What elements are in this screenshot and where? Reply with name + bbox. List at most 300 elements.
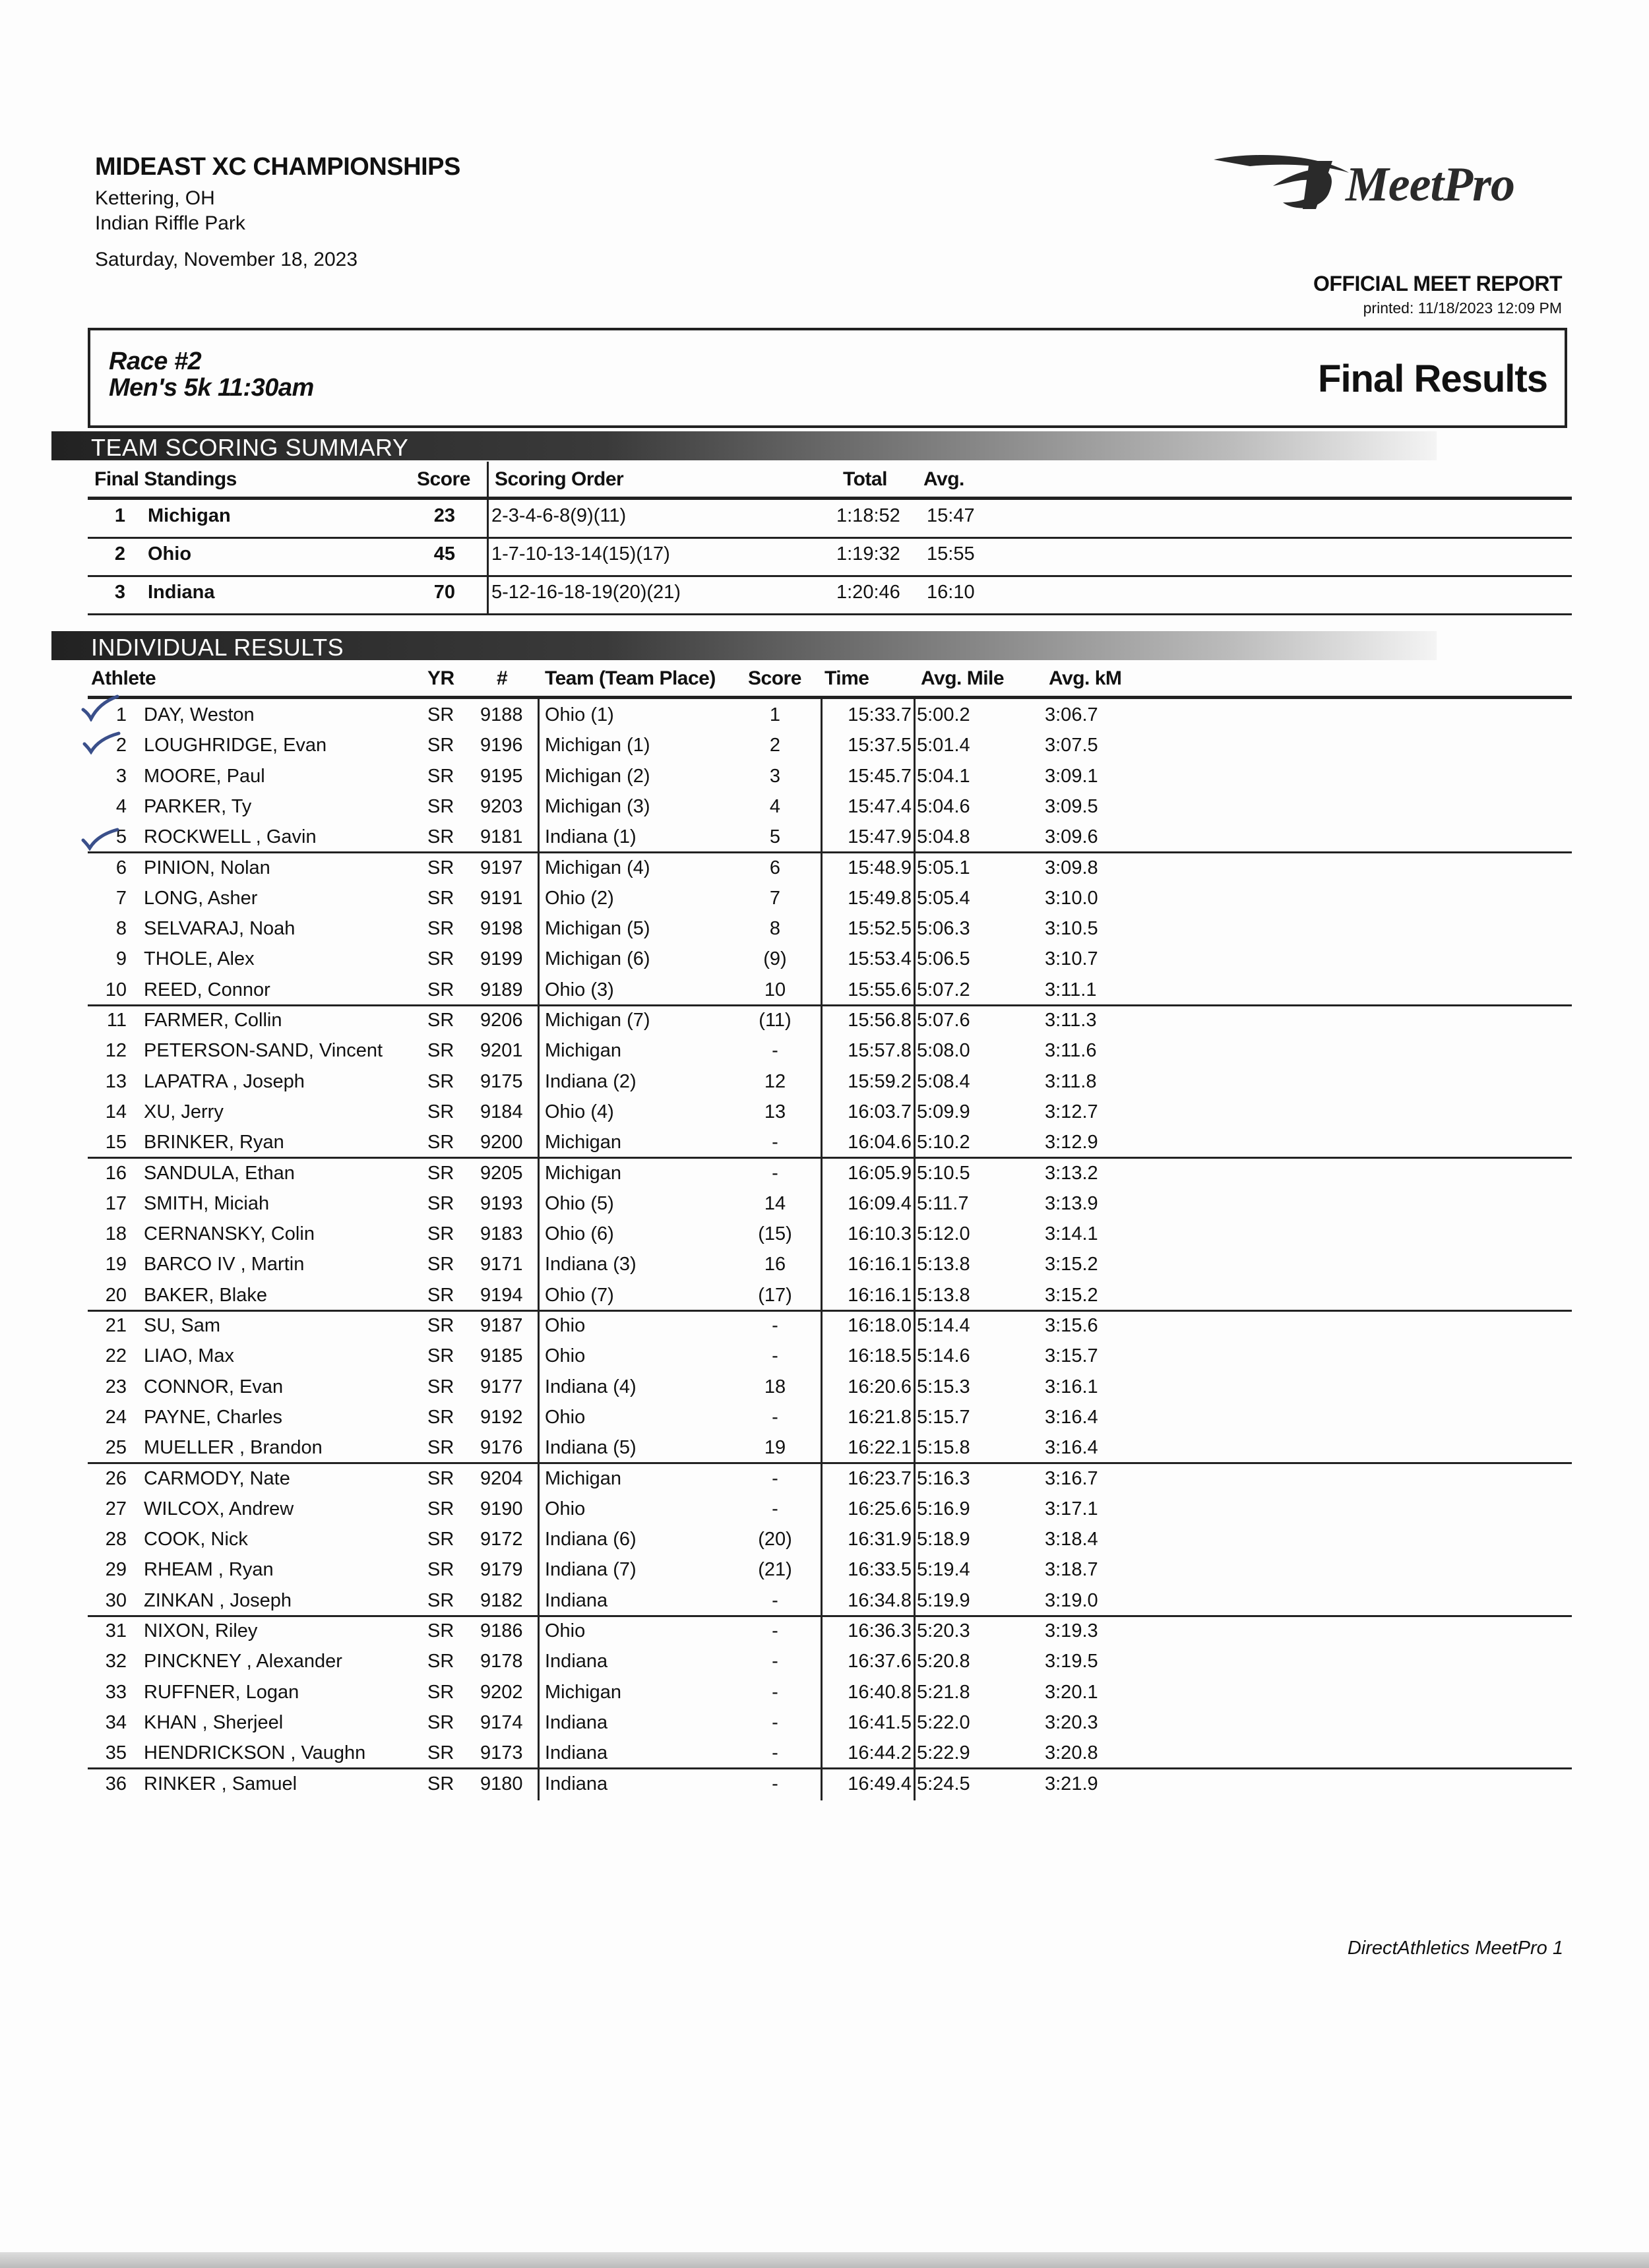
col-year: YR: [427, 667, 454, 689]
athlete-name: THOLE, Alex: [144, 948, 255, 969]
footer-credit: DirectAthletics MeetPro 1: [1347, 1938, 1563, 1959]
athlete-year: SR: [427, 888, 454, 909]
athlete-bib: 9175: [480, 1071, 523, 1092]
athlete-avg-km: 3:16.7: [1045, 1468, 1098, 1489]
athlete-avg-mile: 5:05.4: [917, 888, 970, 909]
athlete-bib: 9187: [480, 1315, 523, 1336]
athlete-avg-km: 3:10.0: [1045, 888, 1098, 909]
athlete-score: -: [772, 1742, 778, 1763]
team-avg-time: 15:47: [927, 505, 975, 526]
athlete-avg-km: 3:19.5: [1045, 1651, 1098, 1672]
col-avg-mile: Avg. Mile: [921, 667, 1005, 689]
scoring-order: 2-3-4-6-8(9)(11): [491, 505, 627, 526]
athlete-place: 16: [105, 1163, 127, 1184]
athlete-name: NIXON, Riley: [144, 1620, 258, 1641]
athlete-place: 26: [105, 1468, 127, 1489]
athlete-place: 2: [115, 735, 127, 756]
athlete-time: 16:25.6: [848, 1498, 912, 1519]
athlete-bib: 9181: [480, 826, 523, 847]
athlete-name: PINCKNEY , Alexander: [144, 1651, 342, 1672]
athlete-place: 29: [105, 1559, 127, 1580]
athlete-place: 35: [105, 1742, 127, 1763]
athlete-year: SR: [427, 704, 454, 725]
athlete-avg-km: 3:19.0: [1045, 1590, 1098, 1611]
athlete-name: COOK, Nick: [144, 1529, 248, 1550]
athlete-place: 18: [105, 1223, 127, 1244]
athlete-bib: 9173: [480, 1742, 523, 1763]
athlete-place: 15: [105, 1132, 127, 1153]
athlete-score: -: [772, 1620, 778, 1641]
team-avg-time: 15:55: [927, 543, 975, 565]
athlete-time: 15:47.4: [848, 796, 912, 817]
athlete-name: FARMER, Collin: [144, 1010, 282, 1031]
col-athlete: Athlete: [91, 667, 156, 689]
athlete-avg-km: 3:11.6: [1045, 1040, 1097, 1061]
athlete-time: 16:20.6: [848, 1376, 912, 1397]
athlete-time: 15:37.5: [848, 735, 912, 756]
meet-name: MIDEAST XC CHAMPIONSHIPS: [95, 153, 460, 181]
athlete-team: Michigan: [545, 1682, 622, 1703]
athlete-name: WILCOX, Andrew: [144, 1498, 294, 1519]
athlete-time: 15:49.8: [848, 888, 912, 909]
athlete-team: Ohio: [545, 1315, 586, 1336]
athlete-avg-mile: 5:00.2: [917, 704, 970, 725]
athlete-bib: 9182: [480, 1590, 523, 1611]
athlete-time: 15:45.7: [848, 766, 912, 787]
divider: [88, 497, 1572, 500]
athlete-avg-km: 3:09.1: [1045, 766, 1098, 787]
athlete-score: 14: [764, 1193, 786, 1214]
athlete-team: Indiana (2): [545, 1071, 637, 1092]
athlete-year: SR: [427, 1773, 454, 1794]
report-title: OFFICIAL MEET REPORT: [1313, 272, 1562, 295]
athlete-bib: 9205: [480, 1163, 523, 1184]
athlete-avg-mile: 5:20.3: [917, 1620, 970, 1641]
group-divider: [88, 1462, 1572, 1464]
athlete-bib: 9195: [480, 766, 523, 787]
athlete-year: SR: [427, 1345, 454, 1366]
athlete-name: LIAO, Max: [144, 1345, 234, 1366]
athlete-team: Ohio (4): [545, 1101, 614, 1122]
athlete-year: SR: [427, 1712, 454, 1733]
athlete-place: 25: [105, 1437, 127, 1458]
athlete-year: SR: [427, 1285, 454, 1306]
athlete-team: Ohio (6): [545, 1223, 614, 1244]
athlete-bib: 9176: [480, 1437, 523, 1458]
athlete-place: 36: [105, 1773, 127, 1794]
athlete-place: 6: [115, 857, 127, 878]
athlete-score: (11): [759, 1010, 792, 1031]
athlete-score: -: [772, 1345, 778, 1366]
athlete-score: -: [772, 1651, 778, 1672]
athlete-time: 16:31.9: [848, 1529, 912, 1550]
athlete-score: -: [772, 1468, 778, 1489]
athlete-score: 1: [769, 704, 781, 725]
athlete-bib: 9179: [480, 1559, 523, 1580]
athlete-year: SR: [427, 735, 454, 756]
athlete-avg-mile: 5:10.2: [917, 1132, 970, 1153]
athlete-avg-km: 3:16.4: [1045, 1437, 1098, 1458]
athlete-score: 19: [764, 1437, 786, 1458]
athlete-team: Ohio (5): [545, 1193, 614, 1214]
athlete-place: 11: [106, 1010, 127, 1031]
athlete-team: Michigan (4): [545, 857, 650, 878]
athlete-time: 15:47.9: [848, 826, 912, 847]
athlete-avg-mile: 5:04.1: [917, 766, 970, 787]
athlete-score: 4: [769, 796, 781, 817]
athlete-avg-mile: 5:22.9: [917, 1742, 970, 1763]
athlete-place: 4: [115, 796, 127, 817]
athlete-score: 18: [764, 1376, 786, 1397]
athlete-team: Michigan: [545, 1163, 622, 1184]
athlete-year: SR: [427, 1559, 454, 1580]
athlete-avg-km: 3:12.7: [1045, 1101, 1098, 1122]
athlete-score: (20): [758, 1529, 792, 1550]
athlete-team: Michigan (2): [545, 766, 650, 787]
athlete-avg-km: 3:11.3: [1045, 1010, 1097, 1031]
athlete-year: SR: [427, 1498, 454, 1519]
athlete-team: Michigan: [545, 1132, 622, 1153]
athlete-bib: 9174: [480, 1712, 523, 1733]
team-score: 45: [433, 543, 455, 565]
athlete-place: 22: [105, 1345, 127, 1366]
col-final-standings: Final Standings: [94, 468, 237, 490]
athlete-score: 2: [769, 735, 781, 756]
team-name: Michigan: [148, 505, 231, 526]
athlete-year: SR: [427, 1742, 454, 1763]
athlete-avg-mile: 5:13.8: [917, 1285, 970, 1306]
race-name: Men's 5k 11:30am: [109, 374, 314, 402]
athlete-name: PAYNE, Charles: [144, 1407, 283, 1428]
athlete-name: BARCO IV , Martin: [144, 1254, 305, 1275]
athlete-bib: 9190: [480, 1498, 523, 1519]
athlete-avg-km: 3:15.6: [1045, 1315, 1098, 1336]
athlete-score: 7: [769, 888, 781, 909]
athlete-place: 3: [115, 766, 127, 787]
athlete-place: 5: [115, 826, 127, 847]
athlete-place: 14: [105, 1101, 127, 1122]
athlete-avg-mile: 5:11.7: [917, 1193, 969, 1214]
athlete-year: SR: [427, 1651, 454, 1672]
team-name: Indiana: [148, 582, 215, 603]
athlete-avg-km: 3:15.2: [1045, 1254, 1098, 1275]
athlete-place: 33: [105, 1682, 127, 1703]
col-team-place: Team (Team Place): [545, 667, 716, 689]
athlete-name: ROCKWELL , Gavin: [144, 826, 317, 847]
group-divider: [88, 851, 1572, 853]
athlete-bib: 9202: [480, 1682, 523, 1703]
col-total: Total: [843, 468, 887, 490]
athlete-score: (21): [758, 1559, 792, 1580]
athlete-year: SR: [427, 1468, 454, 1489]
athlete-avg-km: 3:20.8: [1045, 1742, 1098, 1763]
athlete-avg-km: 3:20.3: [1045, 1712, 1098, 1733]
athlete-name: SU, Sam: [144, 1315, 221, 1336]
athlete-score: 8: [769, 918, 781, 939]
athlete-bib: 9186: [480, 1620, 523, 1641]
athlete-place: 9: [115, 948, 127, 969]
athlete-bib: 9171: [480, 1254, 523, 1275]
athlete-score: -: [772, 1498, 778, 1519]
athlete-avg-mile: 5:06.5: [917, 948, 970, 969]
team-scoring-title: TEAM SCORING SUMMARY: [91, 434, 409, 461]
athlete-place: 31: [105, 1620, 127, 1641]
athlete-bib: 9184: [480, 1101, 523, 1122]
athlete-avg-mile: 5:04.8: [917, 826, 970, 847]
athlete-avg-km: 3:16.4: [1045, 1407, 1098, 1428]
athlete-avg-mile: 5:09.9: [917, 1101, 970, 1122]
athlete-place: 19: [105, 1254, 127, 1275]
athlete-year: SR: [427, 918, 454, 939]
athlete-avg-mile: 5:08.0: [917, 1040, 970, 1061]
athlete-year: SR: [427, 826, 454, 847]
athlete-avg-km: 3:09.6: [1045, 826, 1098, 847]
athlete-year: SR: [427, 1223, 454, 1244]
athlete-time: 16:21.8: [848, 1407, 912, 1428]
athlete-avg-mile: 5:22.0: [917, 1712, 970, 1733]
athlete-year: SR: [427, 1590, 454, 1611]
athlete-time: 16:09.4: [848, 1193, 912, 1214]
athlete-year: SR: [427, 766, 454, 787]
athlete-year: SR: [427, 1315, 454, 1336]
athlete-name: RINKER , Samuel: [144, 1773, 297, 1794]
athlete-time: 15:59.2: [848, 1071, 912, 1092]
athlete-avg-km: 3:14.1: [1045, 1223, 1098, 1244]
athlete-place: 20: [105, 1285, 127, 1306]
athlete-year: SR: [427, 1437, 454, 1458]
athlete-avg-km: 3:11.8: [1045, 1071, 1097, 1092]
athlete-name: XU, Jerry: [144, 1101, 224, 1122]
athlete-year: SR: [427, 979, 454, 1000]
athlete-time: 15:48.9: [848, 857, 912, 878]
athlete-team: Ohio (3): [545, 979, 614, 1000]
col-avg: Avg.: [923, 468, 964, 490]
meetpro-logo: MeetPro: [1346, 158, 1515, 212]
athlete-bib: 9199: [480, 948, 523, 969]
athlete-year: SR: [427, 1010, 454, 1031]
athlete-score: 16: [764, 1254, 786, 1275]
divider: [538, 699, 540, 1800]
athlete-name: RUFFNER, Logan: [144, 1682, 299, 1703]
athlete-team: Ohio: [545, 1345, 586, 1366]
athlete-avg-km: 3:07.5: [1045, 735, 1098, 756]
race-number: Race #2: [109, 348, 202, 375]
athlete-year: SR: [427, 1071, 454, 1092]
athlete-time: 15:33.7: [848, 704, 912, 725]
athlete-score: 6: [769, 857, 781, 878]
athlete-avg-mile: 5:15.3: [917, 1376, 970, 1397]
athlete-time: 16:05.9: [848, 1163, 912, 1184]
athlete-place: 24: [105, 1407, 127, 1428]
athlete-avg-mile: 5:16.9: [917, 1498, 970, 1519]
athlete-name: SANDULA, Ethan: [144, 1163, 295, 1184]
athlete-place: 32: [105, 1651, 127, 1672]
athlete-name: CARMODY, Nate: [144, 1468, 290, 1489]
athlete-avg-mile: 5:06.3: [917, 918, 970, 939]
athlete-team: Indiana: [545, 1773, 608, 1794]
col-scoring-order: Scoring Order: [495, 468, 624, 490]
check-mark-icon: [80, 827, 120, 851]
athlete-avg-mile: 5:01.4: [917, 735, 970, 756]
athlete-avg-mile: 5:19.4: [917, 1559, 970, 1580]
athlete-name: MUELLER , Brandon: [144, 1437, 323, 1458]
athlete-score: 3: [769, 766, 781, 787]
athlete-place: 8: [115, 918, 127, 939]
athlete-time: 15:53.4: [848, 948, 912, 969]
athlete-team: Michigan (7): [545, 1010, 650, 1031]
athlete-avg-km: 3:11.1: [1045, 979, 1097, 1000]
check-mark-icon: [80, 694, 120, 721]
athlete-year: SR: [427, 1682, 454, 1703]
athlete-avg-mile: 5:10.5: [917, 1163, 970, 1184]
team-avg-time: 16:10: [927, 582, 975, 603]
athlete-team: Indiana: [545, 1742, 608, 1763]
athlete-time: 16:03.7: [848, 1101, 912, 1122]
athlete-year: SR: [427, 1376, 454, 1397]
team-scoring-header: [51, 431, 1437, 460]
divider: [88, 575, 1572, 577]
athlete-score: 5: [769, 826, 781, 847]
athlete-time: 16:44.2: [848, 1742, 912, 1763]
athlete-score: -: [772, 1163, 778, 1184]
athlete-time: 16:04.6: [848, 1132, 912, 1153]
athlete-avg-mile: 5:07.6: [917, 1010, 970, 1031]
athlete-score: -: [772, 1590, 778, 1611]
athlete-bib: 9191: [480, 888, 523, 909]
athlete-year: SR: [427, 1132, 454, 1153]
athlete-team: Michigan: [545, 1468, 622, 1489]
team-total-time: 1:19:32: [836, 543, 900, 565]
athlete-time: 16:16.1: [848, 1254, 912, 1275]
athlete-avg-mile: 5:15.7: [917, 1407, 970, 1428]
athlete-team: Michigan (3): [545, 796, 650, 817]
athlete-year: SR: [427, 857, 454, 878]
athlete-avg-mile: 5:13.8: [917, 1254, 970, 1275]
athlete-bib: 9203: [480, 796, 523, 817]
athlete-score: -: [772, 1132, 778, 1153]
athlete-team: Indiana (1): [545, 826, 637, 847]
athlete-team: Ohio (1): [545, 704, 614, 725]
athlete-bib: 9183: [480, 1223, 523, 1244]
athlete-avg-mile: 5:08.4: [917, 1071, 970, 1092]
athlete-score: 13: [764, 1101, 786, 1122]
athlete-team: Michigan (5): [545, 918, 650, 939]
meet-venue: Indian Riffle Park: [95, 212, 245, 234]
athlete-score: -: [772, 1682, 778, 1703]
athlete-bib: 9177: [480, 1376, 523, 1397]
athlete-bib: 9204: [480, 1468, 523, 1489]
athlete-name: BRINKER, Ryan: [144, 1132, 284, 1153]
athlete-time: 16:40.8: [848, 1682, 912, 1703]
athlete-name: ZINKAN , Joseph: [144, 1590, 292, 1611]
athlete-bib: 9189: [480, 979, 523, 1000]
athlete-place: 12: [105, 1040, 127, 1061]
athlete-score: -: [772, 1407, 778, 1428]
athlete-avg-mile: 5:20.8: [917, 1651, 970, 1672]
athlete-avg-km: 3:13.9: [1045, 1193, 1098, 1214]
check-mark-icon: [82, 731, 121, 754]
athlete-name: MOORE, Paul: [144, 766, 265, 787]
col-bib: #: [497, 667, 508, 689]
athlete-time: 16:10.3: [848, 1223, 912, 1244]
athlete-team: Indiana (7): [545, 1559, 637, 1580]
athlete-year: SR: [427, 1620, 454, 1641]
athlete-team: Michigan (6): [545, 948, 650, 969]
athlete-avg-km: 3:10.7: [1045, 948, 1098, 969]
athlete-bib: 9201: [480, 1040, 523, 1061]
athlete-year: SR: [427, 1040, 454, 1061]
athlete-bib: 9196: [480, 735, 523, 756]
athlete-time: 16:49.4: [848, 1773, 912, 1794]
team-total-time: 1:18:52: [836, 505, 900, 526]
athlete-team: Indiana: [545, 1590, 608, 1611]
athlete-time: 16:33.5: [848, 1559, 912, 1580]
athlete-score: 12: [764, 1071, 786, 1092]
athlete-year: SR: [427, 1529, 454, 1550]
athlete-place: 7: [115, 888, 127, 909]
athlete-team: Ohio (2): [545, 888, 614, 909]
athlete-avg-mile: 5:21.8: [917, 1682, 970, 1703]
athlete-bib: 9197: [480, 857, 523, 878]
athlete-avg-km: 3:15.7: [1045, 1345, 1098, 1366]
athlete-bib: 9180: [480, 1773, 523, 1794]
athlete-year: SR: [427, 1407, 454, 1428]
athlete-year: SR: [427, 796, 454, 817]
athlete-place: 30: [105, 1590, 127, 1611]
athlete-year: SR: [427, 1163, 454, 1184]
printed-timestamp: printed: 11/18/2023 12:09 PM: [1363, 299, 1562, 317]
athlete-time: 15:57.8: [848, 1040, 912, 1061]
team-score: 23: [433, 505, 455, 526]
athlete-time: 16:16.1: [848, 1285, 912, 1306]
athlete-year: SR: [427, 1254, 454, 1275]
athlete-score: -: [772, 1773, 778, 1794]
athlete-name: PETERSON-SAND, Vincent: [144, 1040, 383, 1061]
athlete-name: PARKER, Ty: [144, 796, 252, 817]
athlete-team: Indiana (3): [545, 1254, 637, 1275]
athlete-time: 15:55.6: [848, 979, 912, 1000]
group-divider: [88, 1767, 1572, 1769]
group-divider: [88, 1615, 1572, 1617]
athlete-name: SELVARAJ, Noah: [144, 918, 296, 939]
athlete-bib: 9172: [480, 1529, 523, 1550]
athlete-team: Michigan (1): [545, 735, 650, 756]
group-divider: [88, 1310, 1572, 1312]
athlete-year: SR: [427, 1193, 454, 1214]
col-score: Score: [748, 667, 801, 689]
athlete-avg-km: 3:15.2: [1045, 1285, 1098, 1306]
athlete-place: 28: [105, 1529, 127, 1550]
athlete-name: LOUGHRIDGE, Evan: [144, 735, 327, 756]
team-place: 1: [114, 505, 125, 526]
athlete-place: 34: [105, 1712, 127, 1733]
athlete-avg-mile: 5:05.1: [917, 857, 970, 878]
col-avg-km: Avg. kM: [1049, 667, 1122, 689]
athlete-avg-mile: 5:14.4: [917, 1315, 970, 1336]
athlete-time: 16:34.8: [848, 1590, 912, 1611]
col-time: Time: [824, 667, 869, 689]
athlete-time: 16:23.7: [848, 1468, 912, 1489]
team-place: 2: [114, 543, 125, 565]
athlete-name: SMITH, Miciah: [144, 1193, 270, 1214]
athlete-avg-mile: 5:04.6: [917, 796, 970, 817]
athlete-place: 1: [115, 704, 127, 725]
scoring-order: 1-7-10-13-14(15)(17): [491, 543, 670, 565]
athlete-place: 27: [105, 1498, 127, 1519]
team-score: 70: [433, 582, 455, 603]
athlete-avg-mile: 5:19.9: [917, 1590, 970, 1611]
athlete-avg-km: 3:16.1: [1045, 1376, 1098, 1397]
